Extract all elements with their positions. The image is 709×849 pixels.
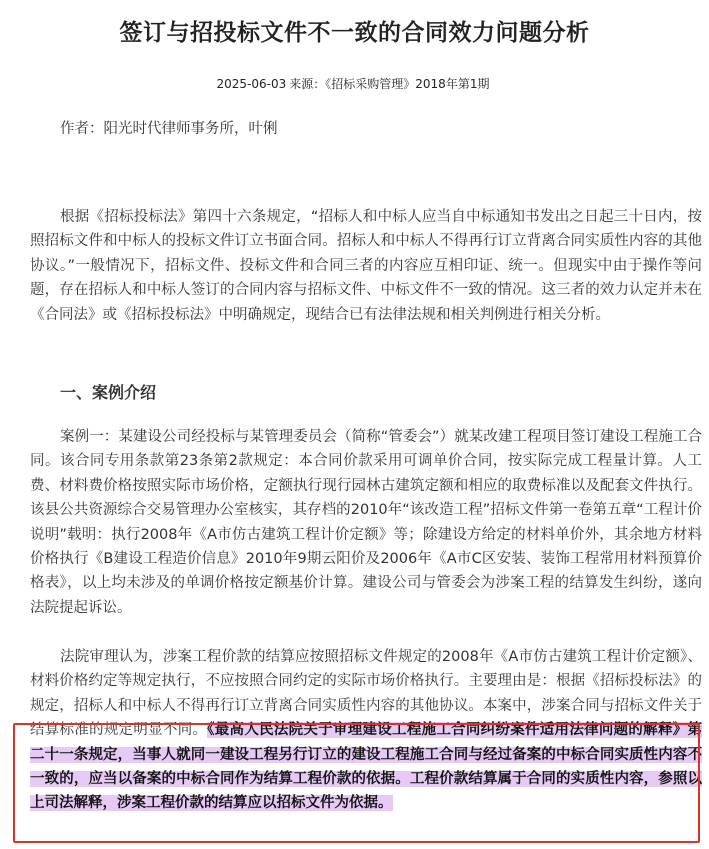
case1-paragraph: 案例一：某建设公司经投标与某管理委员会（简称“管委会”）就某改建工程项目签订建设工程施工合同。该合同专用条款第23条第2款规定：本合同价款采用可调单价合同，按实际完成工程量计算。人工费、材料费价格按照实际市场价格，定额执行现行园林古建筑定额和相应的取费标准以及配套文件执行。该县公共资源综合交易管理办公室核实，其存档的2010年“该改造工程”招标文件第一卷第五章“工程计价说明”载明：执行2008年《A市仿古建筑工程计价定额》等；除建设方给定的材料单价外，其余地方材料价格执行《B建设工程造价信息》2010年9期云阳价及2006年《A市C区安装、装饰工程常用材料预算价格表》，以上均未涉及的单调价格按定额基价计算。建设公司与管委会为涉案工程的结算发生纠纷，遂向法院提起诉讼。: [30, 429, 702, 616]
highlighted-judicial-interpretation: 《最高人民法院关于审理建设工程施工合同纠纷案件适用法律问题的解释》第二十一条规定，当事人就同一建设工程另行订立的建设工程施工合同与经过备案的中标合同实质性内容不一致的，应当以备案的中标合同作为结算工程价款的依据。工程价款结算属于合同的实质性内容，参照以上司法解释，涉案工程价款的结算应以招标文件为依据。: [30, 722, 702, 812]
intro-paragraph: 根据《招标投标法》第四十六条规定，“招标人和中标人应当自中标通知书发出之日起三十日内，按照招标文件和中标人的投标文件订立书面合同。招标人和中标人不得再行订立背离合同实质性内容的其他协议。”一般情况下，招标文件、投标文件和合同三者的内容应互相印证、统一。但现实中由于操作等问题，存在招标人和中标人签订的合同内容与招标文件、中标文件不一致的情况。这三者的效力认定并未在《合同法》或《招标投标法》中明确规定，现结合已有法律法规和相关判例进行相关分析。: [30, 209, 702, 323]
annotation-box: [13, 723, 700, 843]
article-meta: [0, 75, 709, 92]
court-reasoning-text: 法院审理认为，涉案工程价款的结算应按照招标文件规定的2008年《A市仿古建筑工程计价定额》、材料价格约定等规定执行，不应按照合同约定的实际市场价格执行。主要理由是：根据《招标投标法》的规定，招标人和中标人不得再行订立背离合同实质性内容的其他协议。本案中，涉案合同与招标文件关于结算标准的规定明显不同。: [30, 649, 702, 739]
author-line: 作者：阳光时代律师事务所，叶俐: [60, 121, 278, 137]
publish-date: 2025-06-03: [216, 77, 287, 91]
source-name[interactable]: 《招标采购管理》2018年第1期: [325, 77, 490, 91]
article-title: 签订与招投标文件不一致的合同效力问题分析: [119, 20, 590, 46]
source-label: 来源：: [289, 77, 326, 91]
section-heading: 一、案例介绍: [60, 383, 157, 402]
